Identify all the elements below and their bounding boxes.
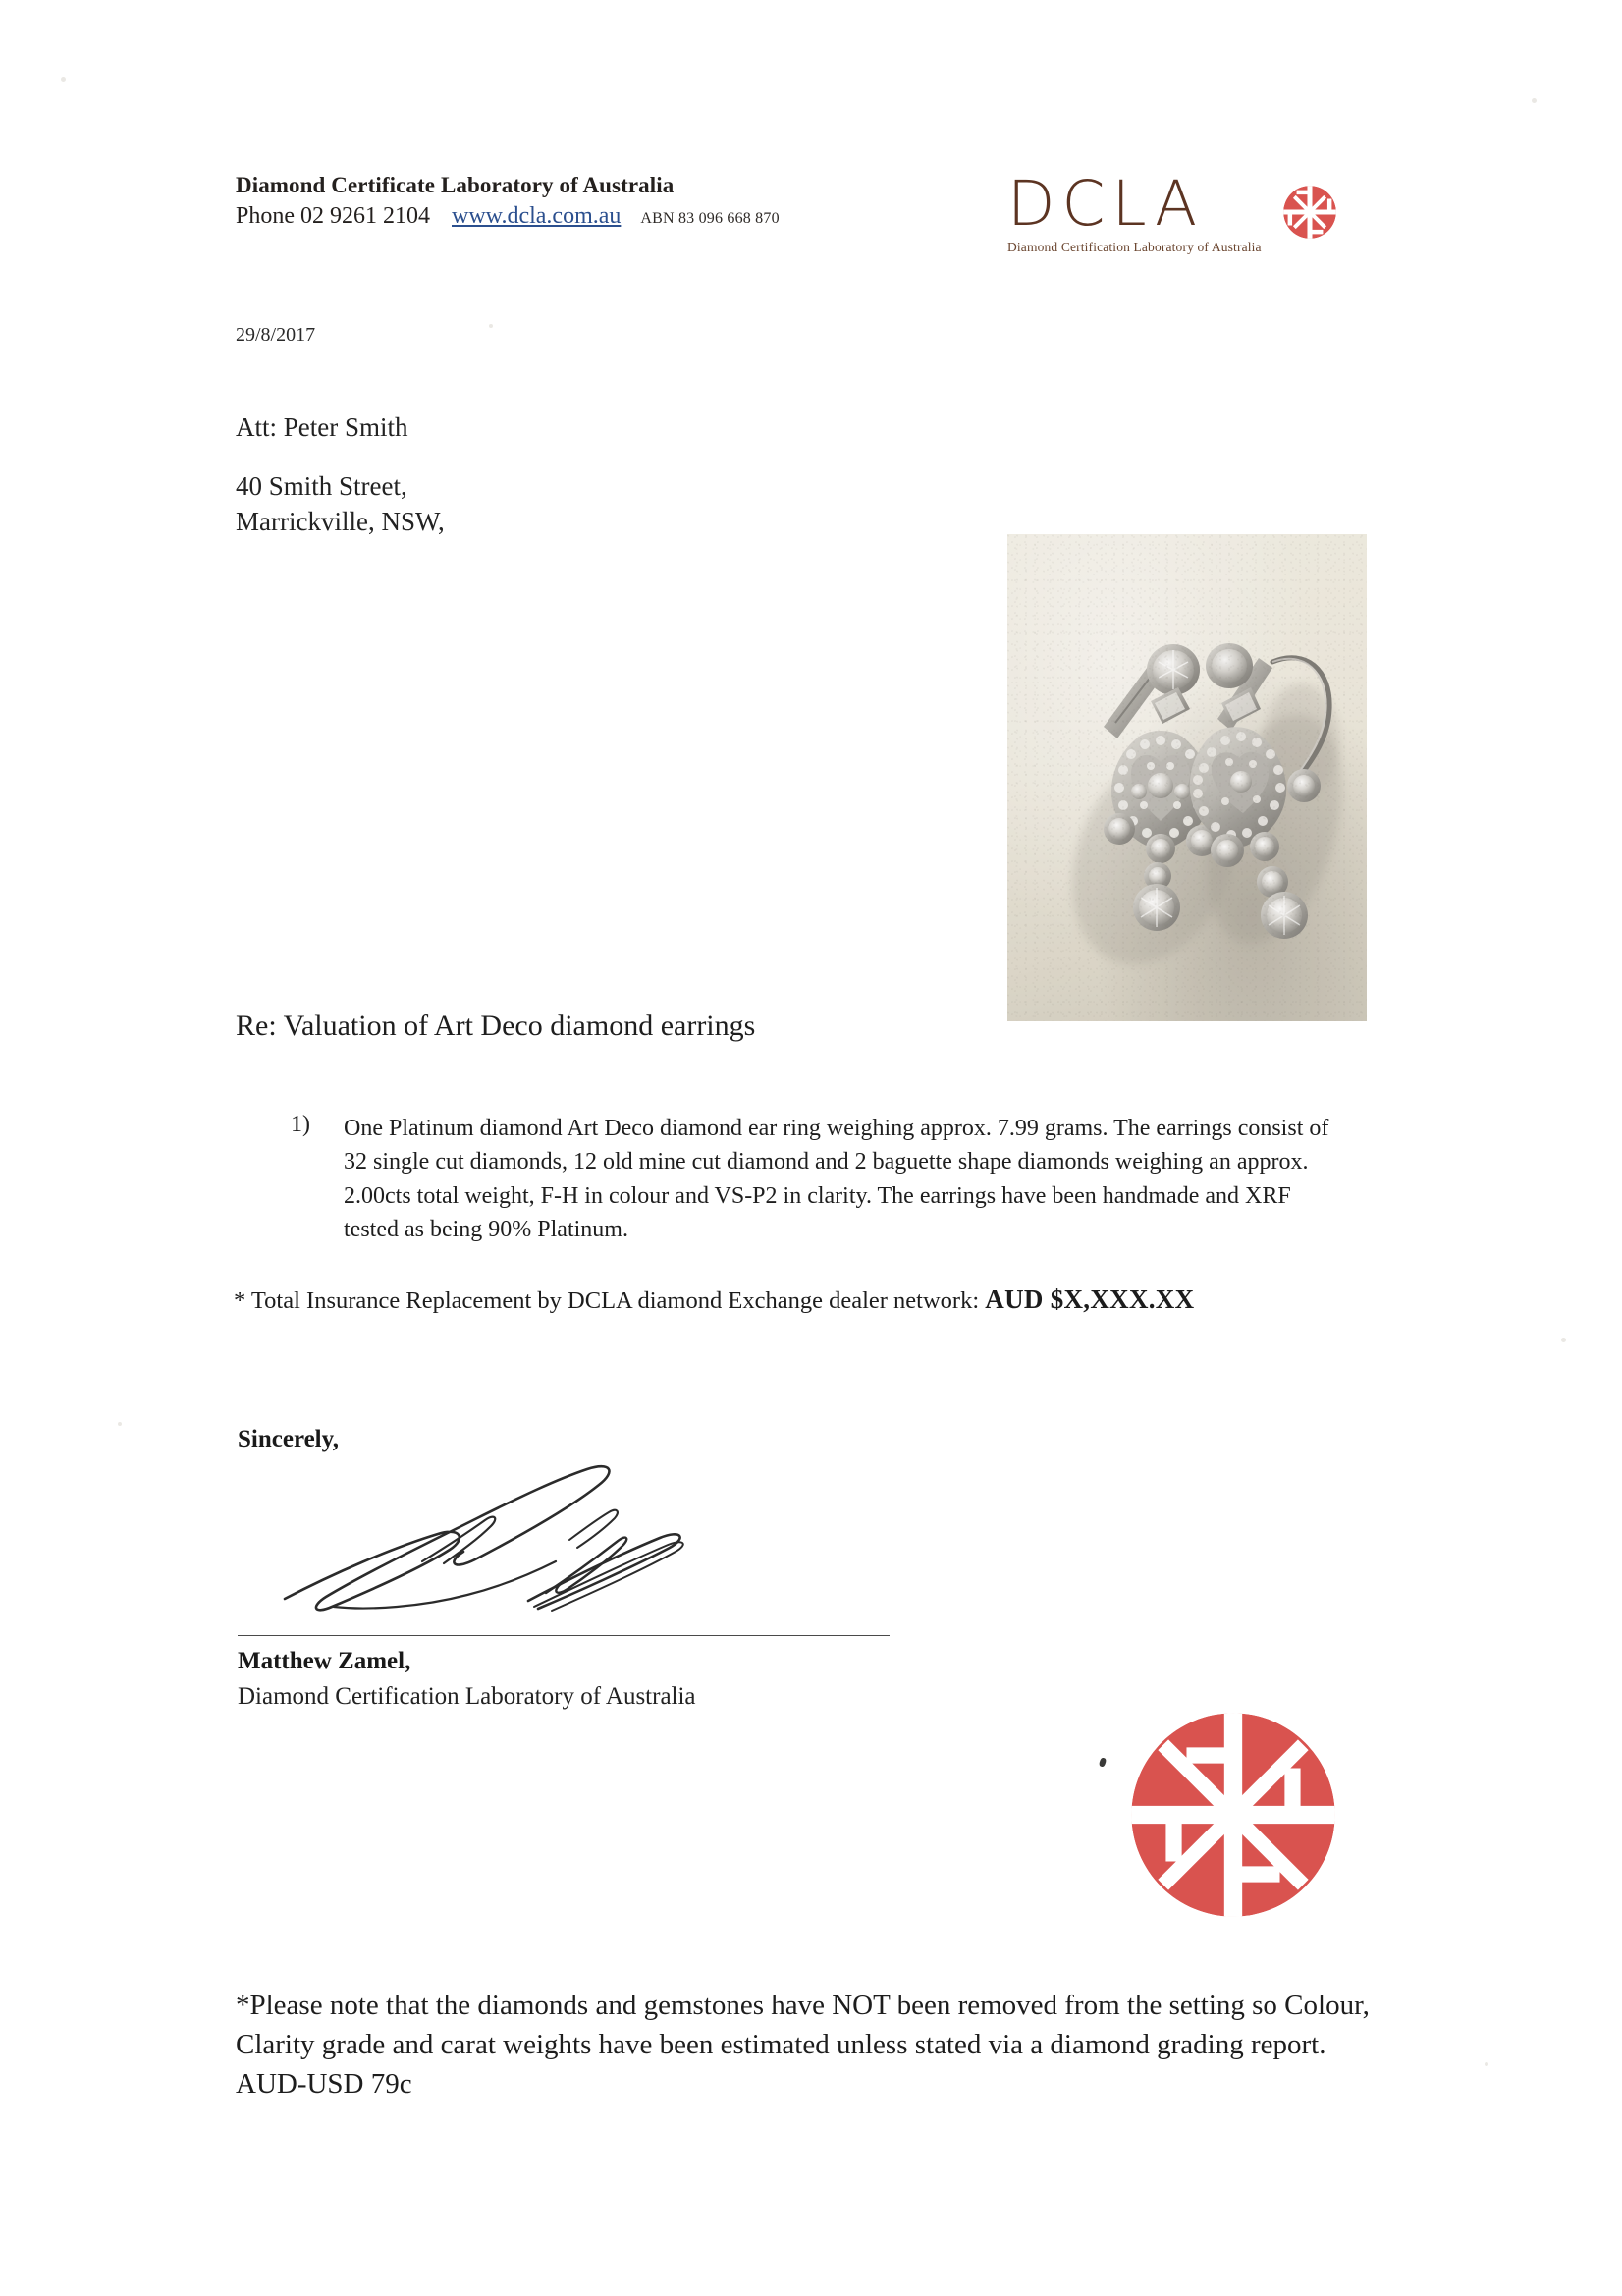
scan-speck: [1561, 1338, 1566, 1342]
scan-speck: [118, 1422, 122, 1426]
item-marker: 1): [291, 1112, 310, 1137]
photo-grain: [1007, 534, 1367, 1021]
scan-speck: [489, 324, 493, 328]
signer-organisation: Diamond Certification Laboratory of Australia: [238, 1683, 696, 1710]
insurance-replacement-line: [234, 1285, 1194, 1315]
letter-date: 29/8/2017: [236, 324, 316, 346]
scan-speck: [1485, 2062, 1488, 2066]
insurance-amount: AUD $X,XXX.XX: [985, 1285, 1195, 1314]
recipient-address: [236, 469, 445, 539]
scan-speck: [61, 77, 66, 82]
logo-wordmark: DCLA: [1007, 168, 1205, 240]
address-line: Marrickville, NSW,: [236, 506, 445, 536]
item-description: One Platinum diamond Art Deco diamond ear ring weighing approx. 7.99 grams. The earrings consist of 32 single cut diamonds, 12 old mine cut diamond and 2 baguette shape diamonds weighing an approx. 2.00cts total weight, F-H in colour and VS-P2 in clarity. The earrings have been handmade and XRF tested as being 90% Platinum.: [344, 1116, 1329, 1242]
logo-tagline: Diamond Certification Laboratory of Australia: [1007, 239, 1262, 254]
insurance-label: * Total Insurance Replacement by DCLA diamond Exchange dealer network:: [234, 1287, 980, 1314]
company-name: Diamond Certificate Laboratory of Australia: [236, 173, 675, 197]
dcla-logo: [1007, 168, 1302, 255]
address-line: 40 Smith Street,: [236, 471, 407, 501]
earrings-photo: [1007, 534, 1367, 1021]
dcla-pinwheel-seal: [1127, 1709, 1339, 1921]
disclaimer-note: *Please note that the diamonds and gemstones have NOT been removed from the setting so Colour, Clarity grade and carat weights have been estimated unless stated via a diamond grading report. AUD-USD 79c: [236, 1990, 1370, 2101]
website-link[interactable]: www.dcla.com.au: [452, 203, 622, 229]
closing-salutation: Sincerely,: [238, 1426, 340, 1452]
signer-name: Matthew Zamel,: [238, 1648, 411, 1674]
dcla-pinwheel-icon: [1282, 185, 1337, 240]
scan-speck: [1532, 98, 1537, 103]
valuation-item: [291, 1112, 1345, 1246]
handwritten-signature: [275, 1444, 746, 1630]
attention-line: Att: Peter Smith: [236, 412, 408, 442]
subject-line: Re: Valuation of Art Deco diamond earrings: [236, 1010, 756, 1042]
signature-rule: [238, 1635, 890, 1636]
contact-line: [236, 203, 923, 230]
letterhead: [236, 173, 923, 230]
scan-speck: [1099, 1757, 1107, 1767]
abn-number: ABN 83 096 668 870: [640, 210, 780, 227]
phone-number: Phone 02 9261 2104: [236, 203, 430, 229]
